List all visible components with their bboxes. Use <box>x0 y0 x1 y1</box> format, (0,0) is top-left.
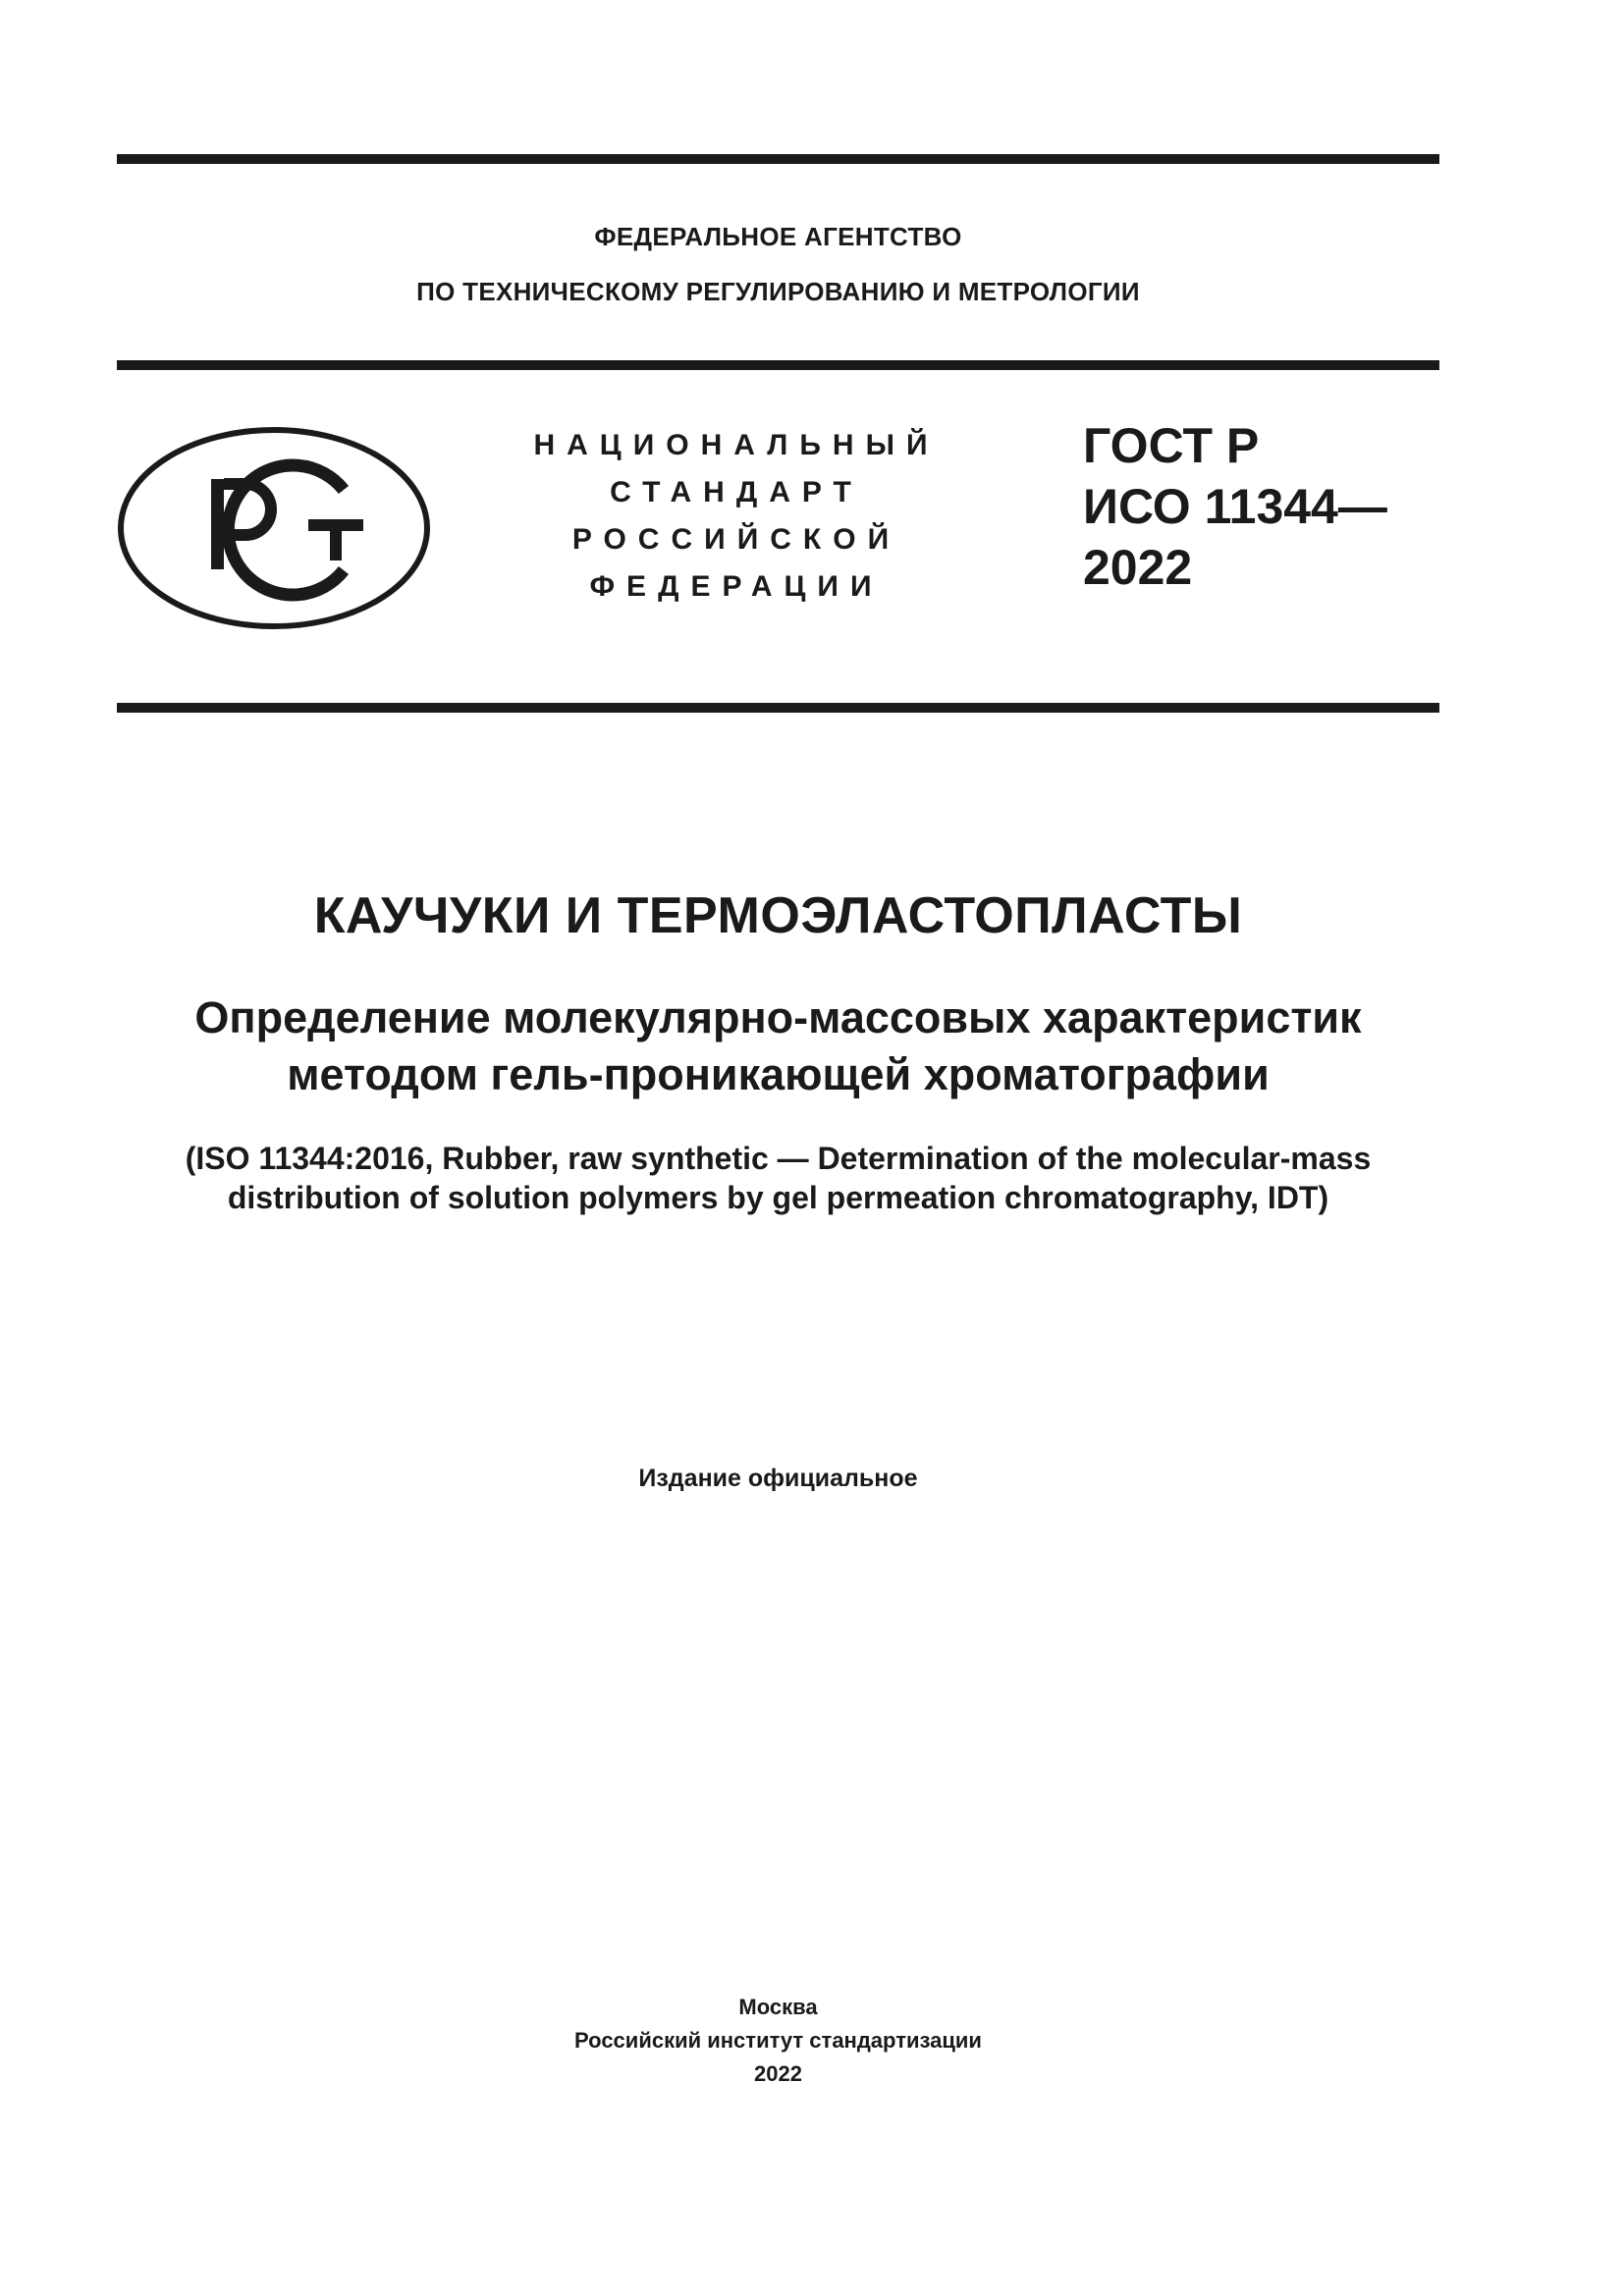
subtitle-line-1: Определение молекулярно-массовых характеристик <box>194 992 1362 1042</box>
masthead-bottom-rule <box>117 703 1439 713</box>
iso-reference <box>117 1139 1439 1217</box>
standard-designation <box>1083 415 1387 598</box>
document-title: КАУЧУКИ И ТЕРМОЭЛАСТОПЛАСТЫ <box>313 887 1243 944</box>
imprint-city: Москва <box>738 1995 818 2019</box>
designation-line-1: ГОСТ Р <box>1083 418 1260 473</box>
subtitle-line-2: методом гель-проникающей хроматографии <box>287 1049 1270 1099</box>
edition-label: Издание официальное <box>638 1465 918 1492</box>
national-standard-line-3: РОССИЙСКОЙ <box>571 523 901 556</box>
national-standard-line-2: СТАНДАРТ <box>610 476 863 508</box>
agency-line-2: ПО ТЕХНИЧЕСКОМУ РЕГУЛИРОВАНИЮ И МЕТРОЛОГИИ <box>416 277 1140 306</box>
agency-line-1: ФЕДЕРАЛЬНОЕ АГЕНТСТВО <box>594 222 962 251</box>
header-rule <box>117 360 1439 370</box>
designation-line-3: 2022 <box>1083 540 1193 595</box>
document-subtitle <box>117 989 1439 1103</box>
imprint <box>117 1991 1439 2091</box>
imprint-publisher: Российский институт стандартизации <box>574 2028 982 2053</box>
imprint-year: 2022 <box>754 2061 802 2086</box>
national-standard-label <box>491 422 982 611</box>
iso-reference-line-2: distribution of solution polymers by gel permeation chromatography, IDT) <box>227 1180 1329 1215</box>
national-standard-line-4: ФЕДЕРАЦИИ <box>589 570 884 603</box>
iso-reference-line-1: (ISO 11344:2016, Rubber, raw synthetic — Determination of the molecular-mass <box>185 1141 1372 1176</box>
designation-line-2: ИСО 11344— <box>1083 479 1387 534</box>
top-rule <box>117 154 1439 164</box>
national-standard-line-1: НАЦИОНАЛЬНЫЙ <box>533 429 940 461</box>
rst-certification-mark-icon <box>116 425 432 631</box>
